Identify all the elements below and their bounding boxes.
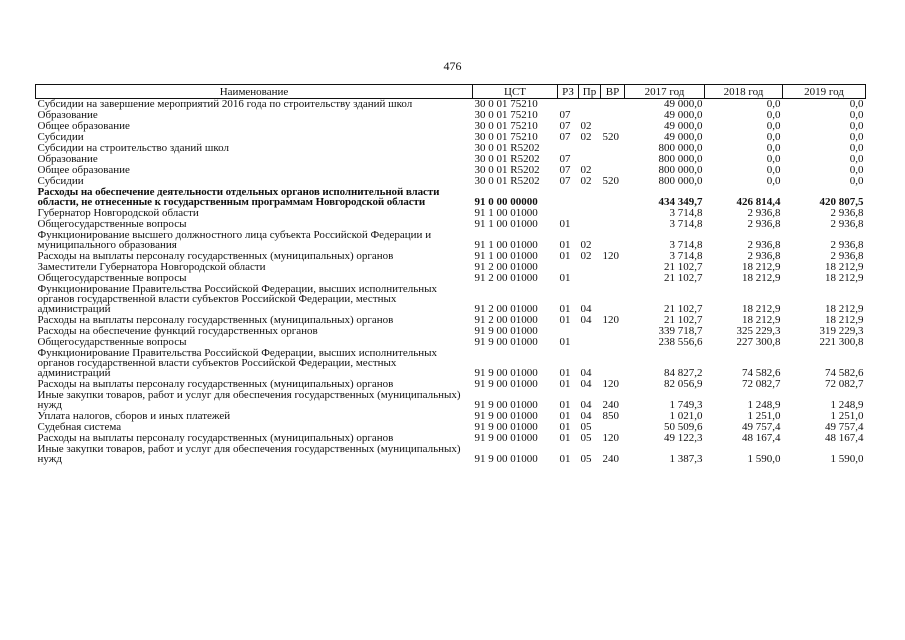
row-2019: 18 212,9 (825, 272, 864, 284)
row-rz: 01 (559, 432, 571, 444)
row-2017: 800 000,0 (658, 153, 703, 165)
row-2017: 21 102,7 (664, 314, 703, 326)
row-vr (601, 273, 625, 284)
row-2019: 0,0 (849, 109, 864, 121)
row-name: Функционирование Правительства Российской Федерации, высших исполнительных органов государственной власти субъектов Российской Федерации, местных администраций (37, 347, 438, 379)
row-rz: 01 (559, 303, 571, 315)
row-cst: 91 1 00 01000 (474, 250, 538, 262)
row-vr: 120 (602, 250, 619, 262)
table-header-row (36, 85, 866, 99)
row-rz: 01 (559, 336, 571, 348)
row-2018: 18 212,9 (742, 272, 781, 284)
row-2019: 0,0 (849, 131, 864, 143)
table-row (36, 348, 866, 379)
row-cst: 91 2 00 01000 (474, 261, 538, 273)
row-cst: 91 9 00 01000 (474, 367, 538, 379)
row-rz: 01 (559, 250, 571, 262)
row-2018: 2 936,8 (747, 218, 781, 230)
row-2019: 1 248,9 (830, 399, 864, 411)
row-2018: 18 212,9 (742, 261, 781, 273)
row-rz: 01 (559, 272, 571, 284)
row-2017: 238 556,6 (658, 336, 703, 348)
row-pr: 02 (580, 250, 592, 262)
row-2018: 48 167,4 (742, 432, 781, 444)
row-pr (579, 273, 601, 284)
header-name: Наименование (36, 85, 473, 99)
row-2019: 49 757,4 (825, 421, 864, 433)
row-2017: 339 718,7 (658, 325, 703, 337)
table-row (36, 154, 866, 165)
table-row (36, 187, 866, 208)
row-name: Расходы на выплаты персоналу государственных (муниципальных) органов (37, 432, 394, 444)
row-pr (579, 187, 601, 208)
table-row (36, 110, 866, 121)
row-2017: 434 349,7 (658, 196, 703, 208)
row-2019: 0,0 (849, 98, 864, 110)
row-name: Общее образование (37, 164, 130, 176)
row-cst: 91 9 00 01000 (474, 325, 538, 337)
row-2018: 2 936,8 (747, 207, 781, 219)
row-cst: 30 0 01 R5202 (474, 164, 540, 176)
row-cst: 30 0 01 75210 (474, 131, 538, 143)
row-rz: 01 (559, 378, 571, 390)
row-2018: 72 082,7 (742, 378, 781, 390)
row-name: Судебная система (37, 421, 122, 433)
row-2018: 0,0 (766, 164, 781, 176)
row-2017: 49 000,0 (664, 109, 703, 121)
table-row (36, 99, 866, 111)
row-2018: 0,0 (766, 98, 781, 110)
header-2019: 2019 год (783, 85, 866, 99)
row-2019: 18 212,9 (825, 303, 864, 315)
row-2019: 319 229,3 (819, 325, 864, 337)
row-rz: 07 (559, 109, 571, 121)
row-2017: 21 102,7 (664, 272, 703, 284)
row-name: Общегосударственные вопросы (37, 218, 187, 230)
table-row (36, 444, 866, 465)
table-body (36, 99, 866, 466)
row-2017: 1 021,0 (669, 410, 703, 422)
row-pr: 04 (580, 314, 592, 326)
row-name: Образование (37, 153, 98, 165)
row-2018: 1 590,0 (747, 453, 781, 465)
row-pr (579, 219, 601, 230)
row-pr (579, 262, 601, 273)
row-vr: 120 (602, 314, 619, 326)
row-name: Общее образование (37, 120, 130, 132)
row-rz: 01 (559, 239, 571, 251)
row-vr: 240 (602, 399, 619, 411)
row-pr (579, 326, 601, 337)
row-cst: 91 9 00 01000 (474, 410, 538, 422)
row-name: Субсидии на строительство зданий школ (37, 142, 230, 154)
row-2018: 0,0 (766, 153, 781, 165)
row-2017: 1 387,3 (669, 453, 703, 465)
row-name: Иные закупки товаров, работ и услуг для обеспечения государственных (муниципальных) нужд (37, 389, 461, 411)
row-2019: 2 936,8 (830, 239, 864, 251)
row-cst: 91 9 00 01000 (474, 453, 538, 465)
row-pr: 05 (580, 453, 592, 465)
budget-table (35, 84, 866, 465)
row-pr: 04 (580, 378, 592, 390)
row-pr: 04 (580, 399, 592, 411)
row-cst: 91 1 00 01000 (474, 207, 538, 219)
row-cst: 91 2 00 01000 (474, 303, 538, 315)
row-cst: 91 9 00 01000 (474, 378, 538, 390)
row-name: Образование (37, 109, 98, 121)
row-cst: 91 0 00 00000 (474, 196, 538, 208)
row-name: Общегосударственные вопросы (37, 336, 187, 348)
row-name: Иные закупки товаров, работ и услуг для обеспечения государственных (муниципальных) нужд (37, 443, 461, 465)
row-2017: 84 827,2 (664, 367, 703, 379)
row-2019: 72 082,7 (825, 378, 864, 390)
row-rz: 07 (559, 164, 571, 176)
row-pr (579, 143, 601, 154)
row-rz: 01 (559, 410, 571, 422)
row-2018: 227 300,8 (736, 336, 781, 348)
row-name: Общегосударственные вопросы (37, 272, 187, 284)
row-2019: 0,0 (849, 175, 864, 187)
row-vr: 120 (602, 432, 619, 444)
row-2018: 1 251,0 (747, 410, 781, 422)
row-rz: 07 (559, 131, 571, 143)
row-pr: 02 (580, 131, 592, 143)
row-cst: 91 2 00 01000 (474, 314, 538, 326)
row-2019: 0,0 (849, 153, 864, 165)
row-vr (601, 337, 625, 348)
row-pr (579, 208, 601, 219)
row-name: Субсидии (37, 175, 84, 187)
row-2017: 49 000,0 (664, 131, 703, 143)
row-2019: 1 251,0 (830, 410, 864, 422)
row-2017: 3 714,8 (669, 239, 703, 251)
row-vr (601, 219, 625, 230)
row-cst: 91 9 00 01000 (474, 432, 538, 444)
row-2018: 0,0 (766, 120, 781, 132)
row-rz: 07 (559, 175, 571, 187)
row-2018: 0,0 (766, 142, 781, 154)
row-2019: 18 212,9 (825, 261, 864, 273)
row-pr: 02 (580, 239, 592, 251)
row-2018: 325 229,3 (736, 325, 781, 337)
row-name: Расходы на обеспечение функций государственных органов (37, 325, 318, 337)
row-2018: 18 212,9 (742, 303, 781, 315)
header-2017: 2017 год (625, 85, 705, 99)
row-pr: 02 (580, 120, 592, 132)
row-rz (558, 187, 579, 208)
row-vr: 120 (602, 378, 619, 390)
row-2018: 18 212,9 (742, 314, 781, 326)
row-pr: 04 (580, 303, 592, 315)
row-2019: 1 590,0 (830, 453, 864, 465)
row-2019: 2 936,8 (830, 207, 864, 219)
row-cst: 30 0 01 75210 (474, 120, 538, 132)
row-vr: 520 (602, 175, 619, 187)
row-cst: 91 9 00 01000 (474, 336, 538, 348)
row-cst: 30 0 01 R5202 (474, 153, 540, 165)
header-vr: ВР (601, 85, 625, 99)
table-row (36, 165, 866, 176)
row-cst: 91 2 00 01000 (474, 272, 538, 284)
row-cst: 91 9 00 01000 (474, 399, 538, 411)
row-cst: 30 0 01 R5202 (474, 142, 540, 154)
row-rz: 07 (559, 153, 571, 165)
row-vr (601, 262, 625, 273)
row-cst: 91 1 00 01000 (474, 239, 538, 251)
page-number: 476 (443, 59, 462, 73)
row-2019: 420 807,5 (819, 196, 864, 208)
row-vr (601, 284, 625, 315)
row-rz: 07 (559, 120, 571, 132)
row-pr: 04 (580, 410, 592, 422)
row-name: Субсидии (37, 131, 84, 143)
row-vr (601, 154, 625, 165)
row-2018: 74 582,6 (742, 367, 781, 379)
row-2019: 2 936,8 (830, 250, 864, 262)
row-cst: 30 0 01 R5202 (474, 175, 540, 187)
row-pr (579, 337, 601, 348)
row-cst: 30 0 01 75210 (474, 109, 538, 121)
row-2018: 0,0 (766, 109, 781, 121)
row-name: Расходы на обеспечение деятельности отдельных органов исполнительной власти области, не отнесенные к государственным программам Новгородской области (37, 186, 440, 208)
row-pr: 05 (580, 421, 592, 433)
row-pr: 05 (580, 432, 592, 444)
row-vr (601, 230, 625, 251)
row-vr: 520 (602, 131, 619, 143)
row-rz: 01 (559, 314, 571, 326)
row-name: Функционирование высшего должностного лица субъекта Российской Федерации и муниципального образования (37, 229, 432, 251)
row-rz: 01 (559, 399, 571, 411)
row-2017: 3 714,8 (669, 218, 703, 230)
row-name: Расходы на выплаты персоналу государственных (муниципальных) органов (37, 314, 394, 326)
row-2019: 221 300,8 (819, 336, 864, 348)
row-2017: 21 102,7 (664, 303, 703, 315)
row-2018: 0,0 (766, 175, 781, 187)
row-rz: 01 (559, 367, 571, 379)
row-2017: 800 000,0 (658, 175, 703, 187)
row-cst: 30 0 01 75210 (474, 98, 538, 110)
row-name: Расходы на выплаты персоналу государственных (муниципальных) органов (37, 250, 394, 262)
row-2017: 800 000,0 (658, 164, 703, 176)
row-2019: 74 582,6 (825, 367, 864, 379)
row-2017: 21 102,7 (664, 261, 703, 273)
row-pr: 02 (580, 164, 592, 176)
row-2019: 48 167,4 (825, 432, 864, 444)
header-cst: ЦСТ (473, 85, 558, 99)
header-rz: РЗ (558, 85, 579, 99)
row-2017: 800 000,0 (658, 142, 703, 154)
header-pr: Пр (579, 85, 601, 99)
row-vr (601, 110, 625, 121)
row-2019: 2 936,8 (830, 218, 864, 230)
row-2018: 2 936,8 (747, 250, 781, 262)
row-vr (601, 326, 625, 337)
table-row (36, 121, 866, 132)
row-2018: 1 248,9 (747, 399, 781, 411)
row-2019: 0,0 (849, 142, 864, 154)
row-vr (601, 99, 625, 111)
row-name: Расходы на выплаты персоналу государственных (муниципальных) органов (37, 378, 394, 390)
row-name: Уплата налогов, сборов и иных платежей (37, 410, 231, 422)
row-pr: 02 (580, 175, 592, 187)
row-vr (601, 143, 625, 154)
row-vr: 850 (602, 410, 619, 422)
row-2017: 49 000,0 (664, 120, 703, 132)
row-2019: 0,0 (849, 164, 864, 176)
row-2019: 0,0 (849, 120, 864, 132)
table-row (36, 143, 866, 154)
row-2018: 2 936,8 (747, 239, 781, 251)
row-2017: 50 509,6 (664, 421, 703, 433)
row-vr (601, 208, 625, 219)
table-row (36, 411, 866, 422)
row-2017: 82 056,9 (664, 378, 703, 390)
row-vr: 240 (602, 453, 619, 465)
row-2018: 49 757,4 (742, 421, 781, 433)
row-rz: 01 (559, 421, 571, 433)
row-2017: 3 714,8 (669, 207, 703, 219)
table-row (36, 230, 866, 251)
row-cst: 91 1 00 01000 (474, 218, 538, 230)
row-rz: 01 (559, 218, 571, 230)
row-2018: 426 814,4 (736, 196, 781, 208)
row-vr (601, 187, 625, 208)
table-row (36, 390, 866, 411)
row-2017: 49 122,3 (664, 432, 703, 444)
row-name: Субсидии на завершение мероприятий 2016 года по строительству зданий школ (37, 98, 413, 110)
row-2017: 1 749,3 (669, 399, 703, 411)
row-name: Заместители Губернатора Новгородской области (37, 261, 266, 273)
row-pr (579, 99, 601, 111)
table-row (36, 284, 866, 315)
row-cst: 91 9 00 01000 (474, 421, 538, 433)
row-2019: 18 212,9 (825, 314, 864, 326)
row-name: Губернатор Новгородской области (37, 207, 199, 219)
row-vr (601, 348, 625, 379)
row-name: Функционирование Правительства Российской Федерации, высших исполнительных органов государственной власти субъектов Российской Федерации, местных администраций (37, 283, 438, 315)
row-2017: 3 714,8 (669, 250, 703, 262)
row-2017: 49 000,0 (664, 98, 703, 110)
row-rz: 01 (559, 453, 571, 465)
header-2018: 2018 год (705, 85, 783, 99)
row-2018: 0,0 (766, 131, 781, 143)
row-pr: 04 (580, 367, 592, 379)
